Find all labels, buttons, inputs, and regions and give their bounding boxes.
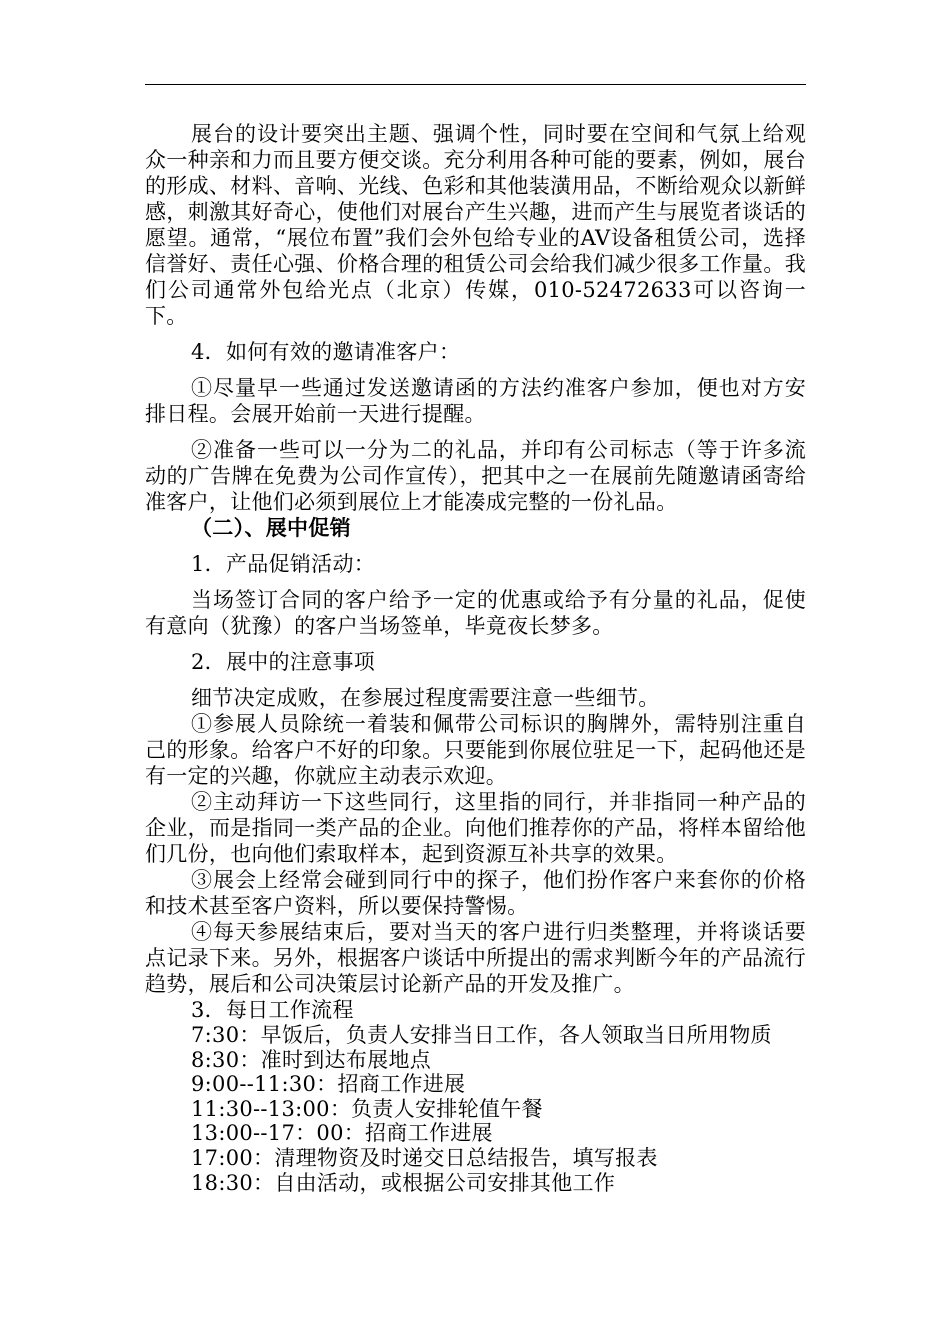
schedule-item: 13:00--17：00：招商工作进展: [191, 1121, 493, 1146]
sub2-points: [145, 711, 806, 1023]
sub2-point2: ②主动拜访一下这些同行，这里指的同行，并非指同一种产品的企业，而是指同一类产品的企业。向他们推荐你的产品，将样本留给他们几份，也向他们索取样本，起到资源互补共享的效果。: [145, 790, 806, 866]
schedule-item: 9:00--11:30：招商工作进展: [191, 1072, 466, 1097]
schedule-item: 18:30：自由活动，或根据公司安排其他工作: [191, 1170, 616, 1195]
schedule-item: 17:00：清理物资及时递交日总结报告，填写报表: [191, 1145, 658, 1170]
sub2-title: 2．展中的注意事项: [191, 650, 376, 674]
item4-point1: ①尽量早一些通过发送邀请函的方法约准客户参加，便也对方安排日程。会展开始前一天进行提醒。: [145, 376, 806, 426]
item4-title: 4．如何有效的邀请准客户：: [191, 340, 461, 364]
sub3-title: 3．每日工作流程: [191, 998, 354, 1022]
sub2-point3: ③展会上经常会碰到同行中的探子，他们扮作客户来套你的价格和技术甚至客户资料，所以要保持警惕。: [145, 868, 806, 918]
section2-heading: （二）、展中促销: [191, 515, 351, 540]
intro-paragraph: 展台的设计要突出主题、强调个性，同时要在空间和气氛上给观众一种亲和力而且要方便交谈。充分利用各种可能的要素，例如，展台的形成、材料、音响、光线、色彩和其他装潢用品，不断给观众以新鲜感，刺激其好奇心，使他们对展台产生兴趣，进而产生与展览者谈话的愿望。通常，“展位布置”我们会外包给专业的AV设备租赁公司，选择信誉好、责任心强、价格合理的租赁公司会给我们减少很多工作量。我们公司通常外包给光点（北京）传媒，010-52472633可以咨询一下。: [145, 122, 806, 328]
schedule-item: 8:30：准时到达布展地点: [191, 1047, 432, 1072]
sub2-point1: ①参展人员除统一着装和佩带公司标识的胸牌外，需特别注重自己的形象。给客户不好的印象。只要能到你展位驻足一下，起码他还是有一定的兴趣，你就应主动表示欢迎。: [145, 712, 806, 788]
sub1-text: 当场签订合同的客户给予一定的优惠或给予有分量的礼品，促使有意向（犹豫）的客户当场签单，毕竟夜长梦多。: [145, 588, 806, 638]
header-rule: [145, 84, 806, 85]
sub2-intro: 细节决定成败，在参展过程度需要注意一些细节。: [191, 686, 660, 710]
item4-point2: ②准备一些可以一分为二的礼品，并印有公司标志（等于许多流动的广告牌在免费为公司作宣传），把其中之一在展前先随邀请函寄给准客户，让他们必须到展位上才能凑成完整的一份礼品。: [145, 438, 806, 514]
sub2-point4: ④每天参展结束后，要对当天的客户进行归类整理，并将谈话要点记录下来。另外，根据客户谈话中所提出的需求判断今年的产品流行趋势，展后和公司决策层讨论新产品的开发及推广。: [145, 920, 806, 996]
schedule-list: [145, 1023, 806, 1195]
sub1-title: 1．产品促销活动：: [191, 552, 376, 576]
document-body: [145, 121, 806, 1195]
schedule-item: 7:30：早饭后，负责人安排当日工作，各人领取当日所用物质: [191, 1023, 772, 1047]
schedule-item: 11:30--13:00：负责人安排轮值午餐: [191, 1096, 543, 1121]
